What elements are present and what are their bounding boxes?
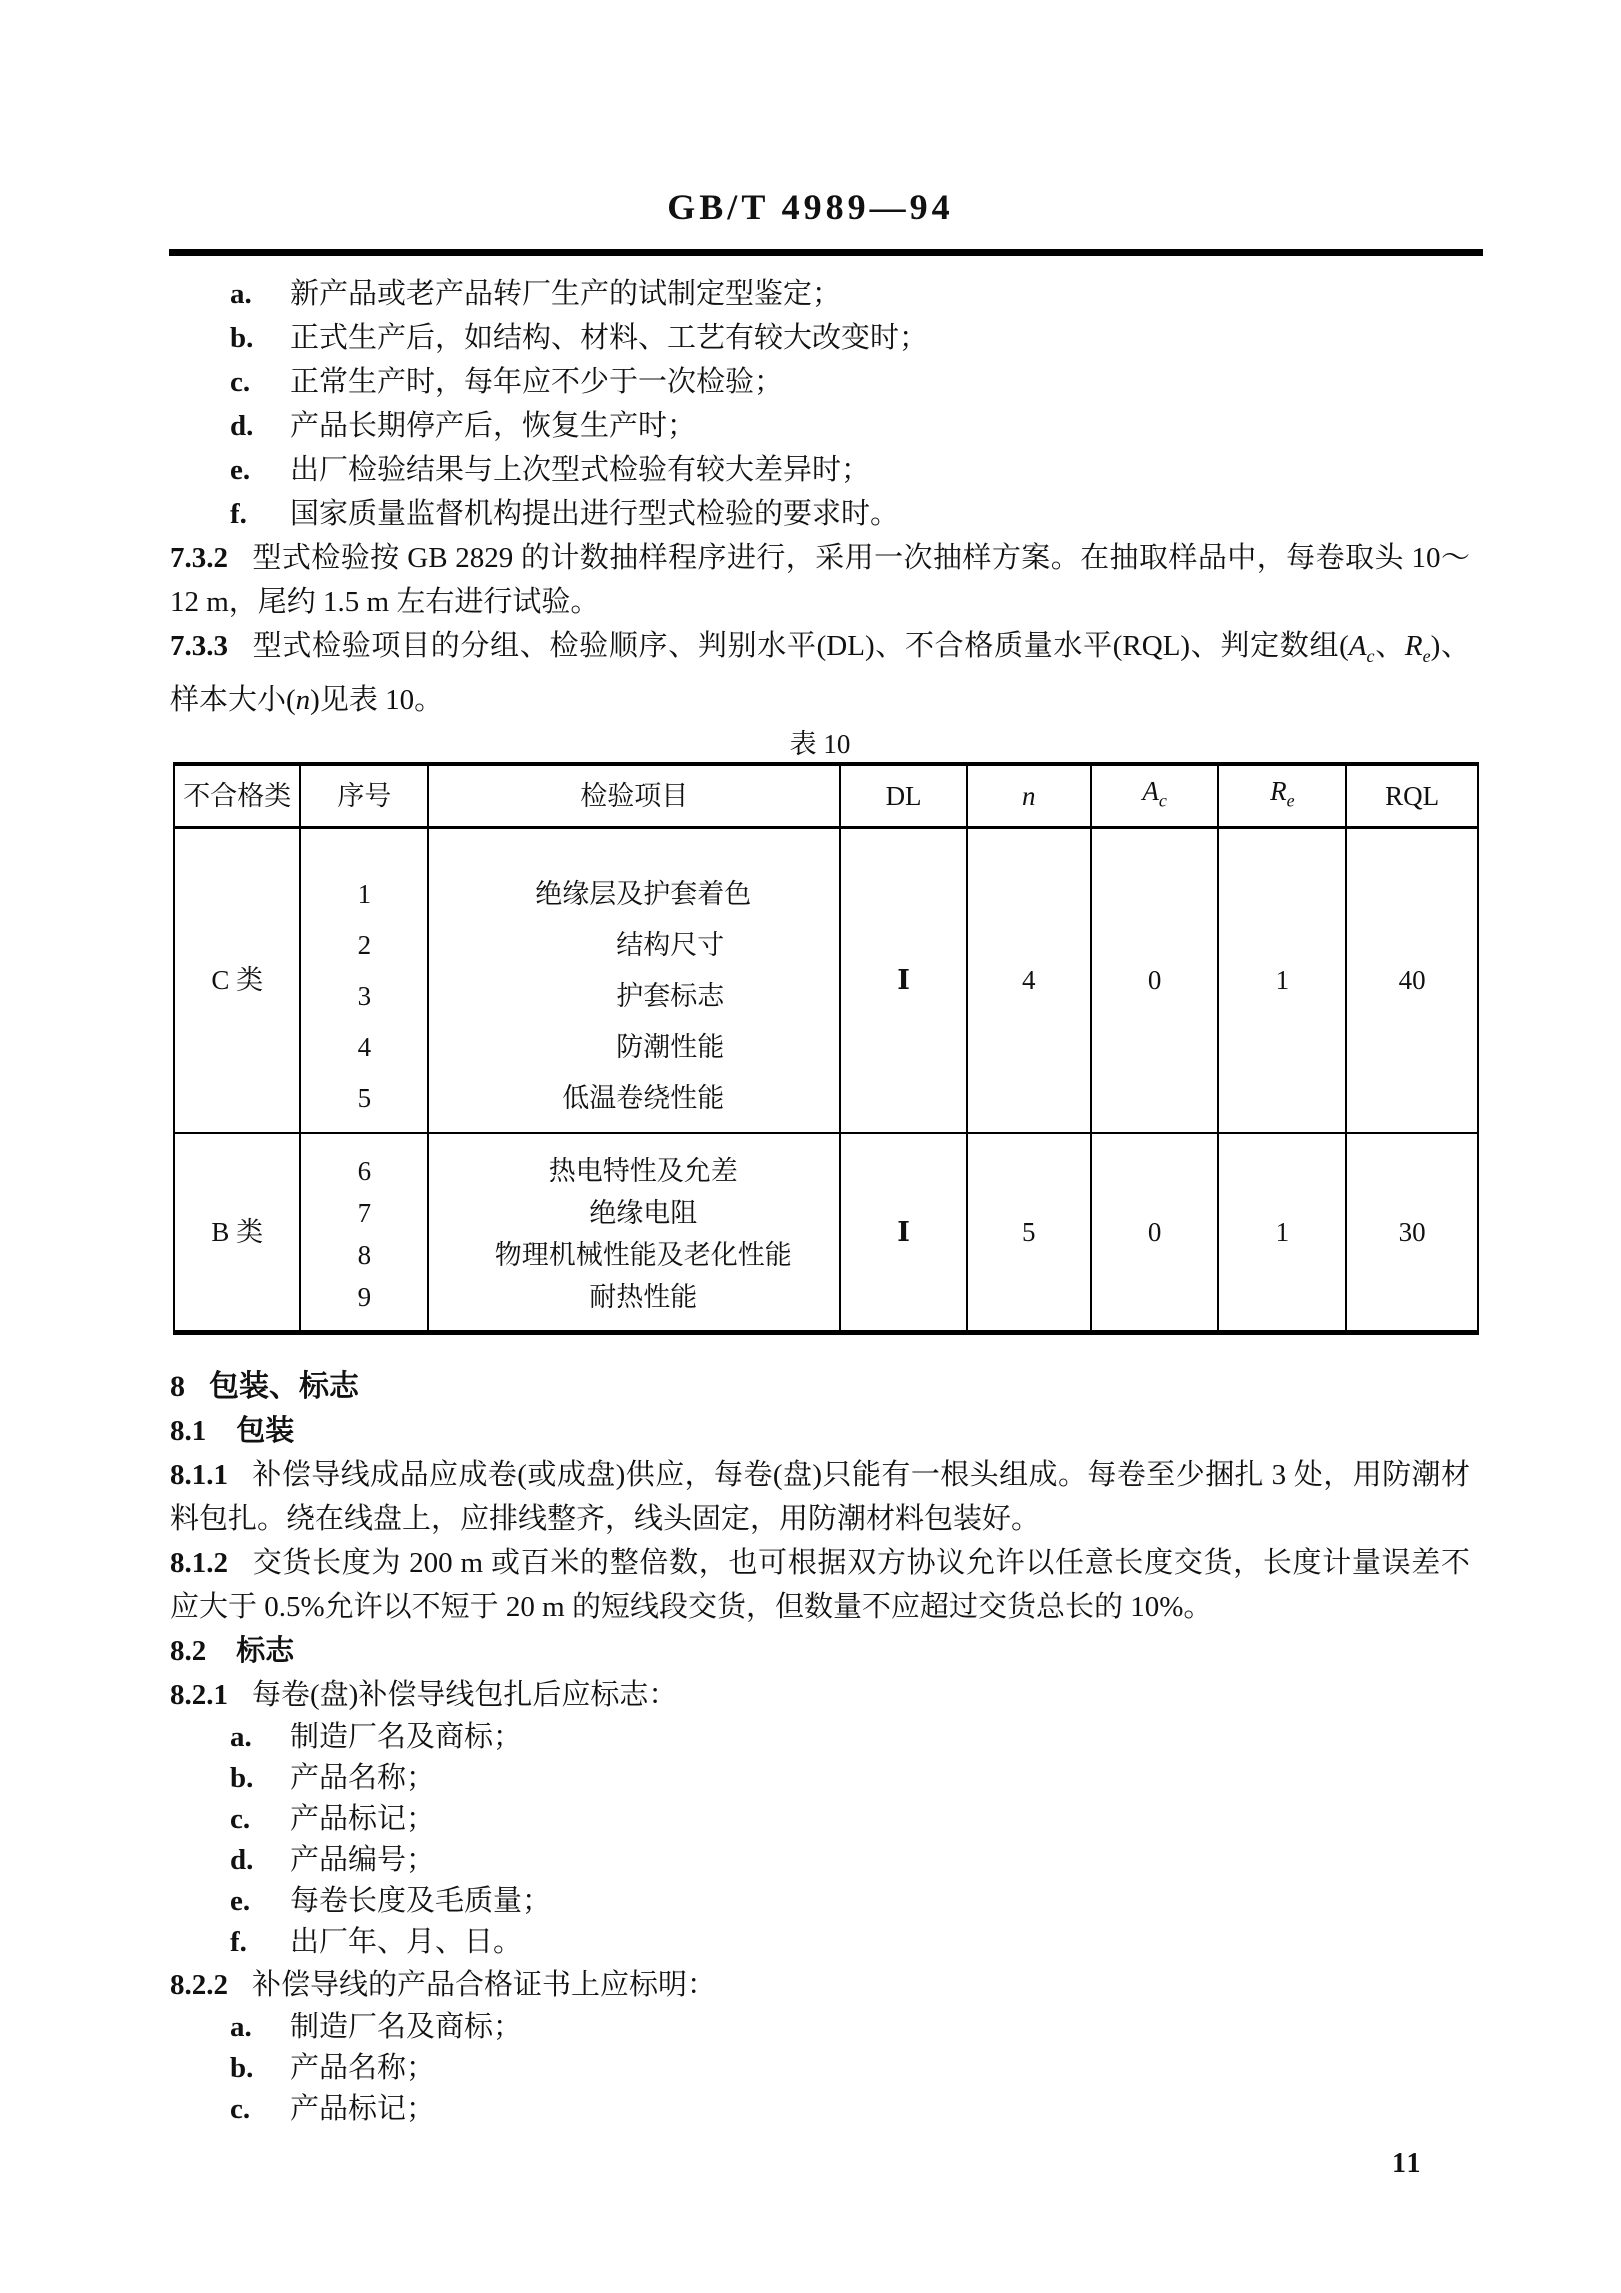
cell-dl: Ⅰ	[840, 1133, 966, 1333]
list-item	[170, 1840, 1470, 1881]
list-item	[170, 1799, 1470, 1840]
list-item	[170, 360, 1470, 404]
symbol-Re-base: R	[1404, 630, 1423, 662]
test-item: 防潮性能	[616, 1031, 725, 1062]
list-item-label: c.	[230, 366, 251, 398]
clause-number: 7.3.3	[170, 630, 228, 662]
symbol-n: n	[295, 683, 311, 716]
table-header-row	[174, 764, 1478, 828]
item-stack	[429, 829, 839, 1132]
clause-text: 型式检验按 GB 2829 的计数抽样程序进行，采用一次抽样方案。在抽取样品中，每卷取头 10～12 m，尾约 1.5 m 左右进行试验。	[170, 542, 1470, 618]
cell-n: 4	[967, 827, 1091, 1133]
type-test-conditions-list	[170, 272, 1470, 536]
clause-text-part2: )、样本大小(	[170, 630, 1470, 716]
cell-category: B 类	[174, 1133, 300, 1333]
list-item-label: e.	[230, 454, 251, 486]
cell-items	[428, 827, 840, 1133]
clause-text: 补偿导线的产品合格证书上应标明：	[252, 1968, 717, 2001]
col-header-re	[1218, 764, 1346, 828]
clause-text: 补偿导线成品应成卷(或成盘)供应，每卷(盘)只能有一根头组成。每卷至少捆扎 3 处，用防潮材料包扎。绕在线盘上，应排线整齐，线头固定，用防潮材料包装好。	[170, 1458, 1470, 1535]
list-item-text: 制造厂名及商标；	[290, 2010, 523, 2043]
list-item-text: 制造厂名及商标；	[290, 1720, 523, 1753]
clause-title: 包装	[236, 1414, 295, 1447]
test-item: 护套标志	[616, 980, 725, 1011]
cell-numbers	[300, 1133, 428, 1333]
col-header-dl: DL	[840, 764, 966, 828]
col-header-ac-base: A	[1142, 776, 1159, 807]
list-item-label: c.	[230, 1802, 251, 1835]
row-no: 1	[357, 878, 372, 909]
symbol-separator: 、	[1374, 630, 1405, 662]
list-item-text: 产品名称；	[290, 2051, 436, 2084]
clause-text-part1: 型式检验项目的分组、检验顺序、判别水平(DL)、不合格质量水平(RQL)、判定数组(	[252, 630, 1349, 662]
standard-code-header: GB/T 4989—94	[667, 187, 954, 227]
list-item-text: 每卷长度及毛质量；	[290, 1884, 552, 1917]
clause-number: 7.3.2	[170, 542, 228, 574]
clause-8-2-2	[170, 1963, 1470, 2007]
table-row-group-c	[174, 827, 1478, 1133]
col-header-item: 检验项目	[428, 764, 840, 828]
list-item-text: 出厂检验结果与上次型式检验有较大差异时；	[290, 454, 871, 486]
test-item: 绝缘电阻	[589, 1197, 698, 1228]
list-item-text: 正式生产后，如结构、材料、工艺有较大改变时；	[290, 322, 929, 354]
number-stack	[301, 829, 427, 1132]
col-header-n: n	[967, 764, 1091, 828]
number-stack	[301, 1134, 427, 1330]
list-item-label: f.	[230, 498, 247, 530]
page-number: 11	[1392, 2148, 1423, 2179]
cell-ac: 0	[1091, 1133, 1219, 1333]
list-item-text: 产品名称；	[290, 1761, 436, 1794]
list-item-label: c.	[230, 2092, 251, 2125]
page-content	[170, 272, 1470, 2130]
row-no: 6	[357, 1155, 372, 1186]
cell-re: 1	[1218, 827, 1346, 1133]
clause-8-1-1	[170, 1453, 1470, 1541]
list-item-text: 国家质量监督机构提出进行型式检验的要求时。	[290, 498, 900, 530]
symbol-Re-sub: e	[1422, 645, 1431, 666]
section-title: 包装、标志	[209, 1369, 359, 1403]
cell-dl: Ⅰ	[840, 827, 966, 1133]
list-item-text: 产品标记；	[290, 1802, 436, 1835]
list-item-label: b.	[230, 2051, 254, 2084]
clause-number: 8.1	[170, 1414, 207, 1447]
cell-rql: 40	[1346, 827, 1478, 1133]
row-no: 5	[357, 1082, 372, 1113]
col-header-re-sub: e	[1286, 790, 1295, 811]
clause-number: 8.2.1	[170, 1678, 228, 1711]
type-test-table	[173, 762, 1479, 1335]
list-item	[170, 1758, 1470, 1799]
clause-number: 8.2.2	[170, 1968, 228, 2001]
test-item: 物理机械性能及老化性能	[494, 1239, 792, 1270]
row-no: 3	[357, 980, 372, 1011]
cell-category: C 类	[174, 827, 300, 1133]
list-item	[170, 2089, 1470, 2130]
table-row-group-b	[174, 1133, 1478, 1333]
clause-number: 8.1.2	[170, 1546, 228, 1579]
clause-7-3-2	[170, 536, 1470, 624]
symbol-Ac-sub: c	[1366, 645, 1375, 666]
list-item-label: d.	[230, 410, 254, 442]
col-header-ac-sub: c	[1158, 790, 1167, 811]
list-item-label: a.	[230, 278, 252, 310]
list-item-label: e.	[230, 1884, 251, 1917]
section-8-heading	[170, 1365, 1470, 1409]
header-rule	[169, 249, 1483, 256]
list-item-label: b.	[230, 322, 254, 354]
list-item	[170, 272, 1470, 316]
list-item-text: 产品编号；	[290, 1843, 436, 1876]
list-item-text: 新产品或老产品转厂生产的试制定型鉴定；	[290, 278, 842, 310]
test-item: 热电特性及允差	[548, 1155, 738, 1186]
row-no: 4	[357, 1031, 372, 1062]
test-item: 低温卷绕性能	[562, 1082, 725, 1113]
marking-items-list	[170, 1717, 1470, 1963]
list-item-text: 产品标记；	[290, 2092, 436, 2125]
list-item-label: a.	[230, 2010, 252, 2043]
row-no: 2	[357, 929, 372, 960]
clause-title: 标志	[236, 1634, 295, 1667]
list-item-text: 正常生产时，每年应不少于一次检验；	[290, 366, 784, 398]
col-header-ac	[1091, 764, 1219, 828]
list-item-label: a.	[230, 1720, 252, 1753]
test-item: 绝缘层及护套着色	[535, 878, 752, 909]
list-item	[170, 2007, 1470, 2048]
list-item-text: 出厂年、月、日。	[290, 1925, 523, 1958]
list-item	[170, 448, 1470, 492]
list-item-label: b.	[230, 1761, 254, 1794]
symbol-Ac-base: A	[1348, 630, 1367, 662]
list-item	[170, 492, 1470, 536]
list-item-text: 产品长期停产后，恢复生产时；	[290, 410, 697, 442]
clause-text: 每卷(盘)补偿导线包扎后应标志：	[252, 1678, 678, 1711]
item-stack	[429, 1134, 839, 1330]
clause-text: 交货长度为 200 m 或百米的整倍数，也可根据双方协议允许以任意长度交货，长度计量误差不应大于 0.5%允许以不短于 20 m 的短线段交货，但数量不应超过交货总长的 10%。	[170, 1546, 1470, 1623]
cell-n: 5	[967, 1133, 1091, 1333]
table-caption: 表 10	[789, 728, 851, 759]
list-item	[170, 316, 1470, 360]
list-item	[170, 1922, 1470, 1963]
certificate-items-list	[170, 2007, 1470, 2130]
col-header-re-base: R	[1270, 776, 1287, 807]
test-item: 耐热性能	[589, 1281, 698, 1312]
clause-8-1	[170, 1409, 1470, 1453]
cell-items	[428, 1133, 840, 1333]
cell-numbers	[300, 827, 428, 1133]
clause-number: 8.2	[170, 1634, 207, 1667]
section-number: 8	[170, 1369, 185, 1403]
list-item-label: d.	[230, 1843, 254, 1876]
clause-8-2-1	[170, 1673, 1470, 1717]
row-no: 9	[357, 1281, 372, 1312]
cell-rql: 30	[1346, 1133, 1478, 1333]
test-item: 结构尺寸	[616, 929, 725, 960]
list-item	[170, 404, 1470, 448]
col-header-no: 序号	[300, 764, 428, 828]
col-header-category: 不合格类	[174, 764, 300, 828]
cell-re: 1	[1218, 1133, 1346, 1333]
list-item-label: f.	[230, 1925, 247, 1958]
clause-8-1-2	[170, 1541, 1470, 1629]
clause-number: 8.1.1	[170, 1458, 228, 1491]
clause-text-part3: )见表 10。	[310, 683, 444, 716]
col-header-rql: RQL	[1346, 764, 1478, 828]
cell-ac: 0	[1091, 827, 1219, 1133]
list-item	[170, 1881, 1470, 1922]
row-no: 8	[357, 1239, 372, 1270]
clause-8-2	[170, 1629, 1470, 1673]
list-item	[170, 2048, 1470, 2089]
list-item	[170, 1717, 1470, 1758]
row-no: 7	[357, 1197, 372, 1228]
clause-7-3-3	[170, 624, 1470, 722]
